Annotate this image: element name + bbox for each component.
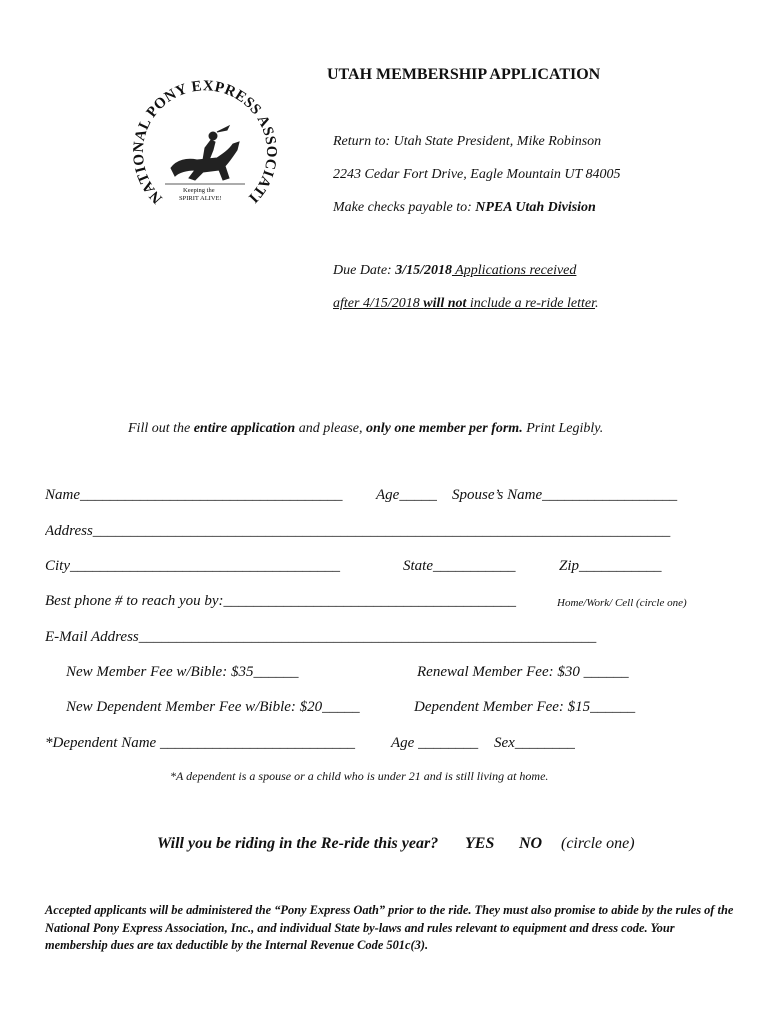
return-to-line: Return to: Utah State President, Mike Robinson xyxy=(333,134,602,149)
late-notice-line xyxy=(333,296,598,312)
state-field[interactable]: State___________ xyxy=(403,558,516,574)
due-suffix: Applications received xyxy=(451,263,577,278)
mailing-address-line: 2243 Cedar Fort Drive, Eagle Mountain UT 84005 xyxy=(333,167,621,182)
reride-yes-option[interactable]: YES xyxy=(465,835,495,852)
new-dependent-fee-field[interactable]: New Dependent Member Fee w/Bible: $20_____ xyxy=(66,699,360,715)
due-prefix: Due Date: xyxy=(333,263,396,278)
npea-logo xyxy=(125,80,285,230)
instr-2: entire application xyxy=(193,421,296,436)
dependent-age-field[interactable]: Age ________ xyxy=(391,735,479,751)
due-date-line xyxy=(333,263,576,279)
instr-5: Print Legibly. xyxy=(522,421,604,436)
instr-4: only one member per form. xyxy=(365,421,523,436)
checks-payee: NPEA Utah Division xyxy=(475,200,596,215)
instr-3: and please, xyxy=(295,421,366,436)
zip-field[interactable]: Zip___________ xyxy=(559,558,662,574)
email-field[interactable]: E-Mail Address_____________________________________________________________ xyxy=(45,629,597,645)
dependent-fee-field[interactable]: Dependent Member Fee: $15______ xyxy=(414,699,636,715)
new-member-fee-field[interactable]: New Member Fee w/Bible: $35______ xyxy=(66,664,299,680)
dependent-name-field[interactable]: *Dependent Name __________________________ xyxy=(45,735,355,751)
name-field[interactable]: Name___________________________________ xyxy=(45,487,343,503)
page-title: UTAH MEMBERSHIP APPLICATION xyxy=(327,66,601,83)
late-bold: will not xyxy=(423,296,467,311)
instructions-line xyxy=(128,421,603,437)
logo-ring-text: NATIONAL PONY EXPRESS ASSOCIATI xyxy=(130,80,280,207)
age-field[interactable]: Age_____ xyxy=(376,487,437,503)
late-period: . xyxy=(594,296,599,311)
spouse-name-field[interactable]: Spouse’s Name__________________ xyxy=(452,487,678,503)
city-field[interactable]: City____________________________________ xyxy=(45,558,340,574)
due-date: 3/15/2018 xyxy=(395,263,452,278)
dependent-note: *A dependent is a spouse or a child who is under 21 and is still living at home. xyxy=(170,769,549,783)
late-suffix: include a re-ride letter xyxy=(466,296,595,311)
pony-rider-icon xyxy=(165,126,245,184)
phone-field[interactable]: Best phone # to reach you by:_______________________________________ xyxy=(45,593,517,609)
reride-no-option[interactable]: NO xyxy=(519,835,543,852)
logo-motto-2: SPIRIT ALIVE! xyxy=(179,195,222,202)
late-prefix: after 4/15/2018 xyxy=(333,296,424,311)
reride-question: Will you be riding in the Re-ride this year? xyxy=(157,835,439,852)
oath-footer: Accepted applicants will be administered the “Pony Express Oath” prior to the ride. They must also promise to abide by the rules of the National Pony Express Association, Inc., and individual State by-laws and rules relevant to equipment and dress code. Your membership dues are tax deductible by the Internal Revenue Code 501c(3). xyxy=(45,903,734,952)
reride-circle-note: (circle one) xyxy=(561,835,635,852)
logo-motto-1: Keeping the xyxy=(183,187,215,194)
renewal-fee-field[interactable]: Renewal Member Fee: $30 ______ xyxy=(417,664,629,680)
phone-type-note: Home/Work/ Cell (circle one) xyxy=(557,597,687,609)
checks-payable-line xyxy=(333,200,596,216)
dependent-sex-field[interactable]: Sex________ xyxy=(494,735,575,751)
checks-prefix: Make checks payable to: xyxy=(333,200,476,215)
address-field[interactable]: Address_____________________________________________________________________________ xyxy=(45,523,671,539)
instr-1: Fill out the xyxy=(128,421,194,436)
